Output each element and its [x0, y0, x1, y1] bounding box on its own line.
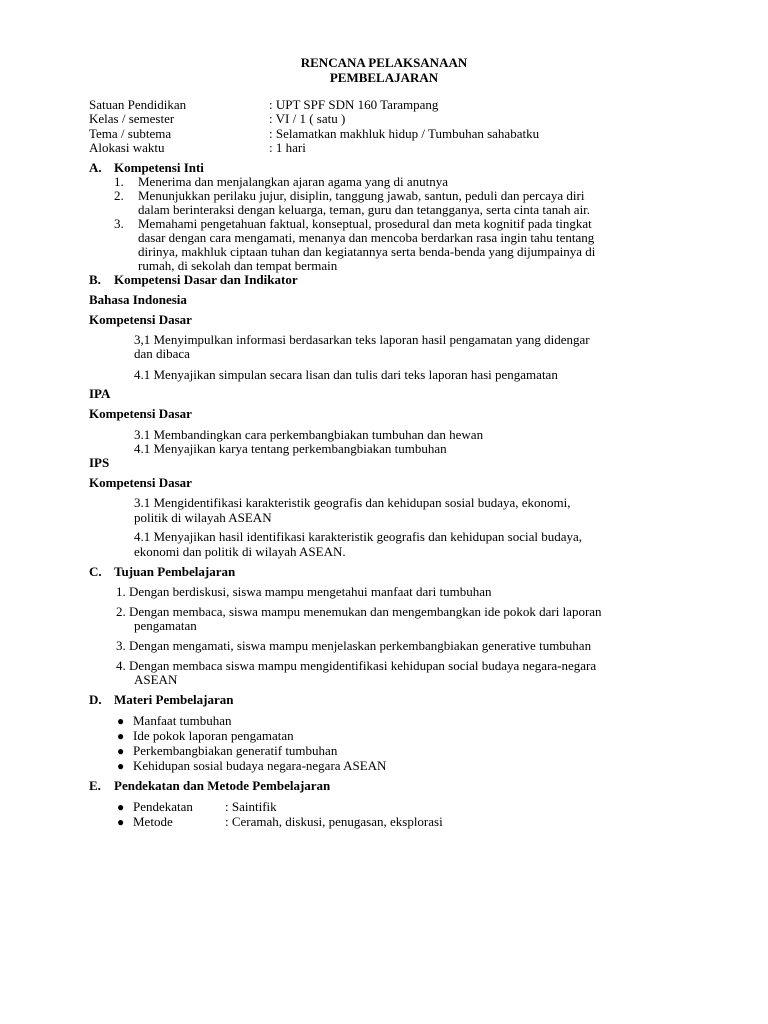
item-text-continued: dalam berinteraksi dengan keluarga, teman, guru dan tetangganya, serta cinta tanah air.	[138, 202, 591, 217]
identity-value: : 1 hari	[269, 139, 306, 155]
bullet-icon: ●	[117, 744, 125, 758]
identity-value: : VI / 1 ( satu )	[269, 111, 346, 127]
section-title: Kompetensi Inti	[114, 160, 204, 175]
kd-item: 3,1 Menyimpulkan informasi berdasarkan teks laporan hasil pengamatan yang didengar	[134, 332, 590, 347]
item-number: 1.	[114, 174, 124, 189]
identity-label: Kelas / semester	[89, 111, 175, 127]
identity-table	[89, 98, 539, 155]
identity-row	[89, 127, 539, 141]
section-title: Materi Pembelajaran	[114, 692, 234, 707]
item-text-continued: dasar dengan cara mengamati, menanya dan mencoba berdarkan rasa ingin tahu tentang	[138, 230, 595, 245]
bullet-icon: ●	[117, 815, 125, 829]
materi-item	[117, 729, 294, 744]
objective-item: 2. Dengan membaca, siswa mampu menemukan dan mengembangkan ide pokok dari laporan	[116, 604, 602, 619]
identity-row	[89, 112, 539, 126]
item-text: Menerima dan menjalangkan ajaran agama yang di anutnya	[138, 174, 449, 189]
kd-item: 4.1 Menyajikan karya tentang perkembangbiakan tumbuhan	[134, 441, 447, 456]
item-text: Perkembangbiakan generatif tumbuhan	[133, 743, 338, 758]
bullet-icon: ●	[117, 729, 125, 743]
identity-value: : Selamatkan makhluk hidup / Tumbuhan sahabatku	[269, 125, 540, 141]
kd-item-continued: politik di wilayah ASEAN	[134, 510, 272, 525]
section-letter: D.	[89, 692, 102, 707]
method-key: Metode	[133, 814, 173, 829]
doc-title-line2: PEMBELAJARAN	[329, 70, 439, 85]
kd-item: 4.1 Menyajikan simpulan secara lisan dan tulis dari teks laporan hasi pengamatan	[134, 367, 558, 382]
section-c-heading	[89, 565, 235, 580]
item-text-continued: rumah, di sekolah dan tempat bermain	[138, 258, 338, 273]
section-b-heading	[89, 273, 298, 288]
identity-row	[89, 98, 539, 112]
identity-value: : UPT SPF SDN 160 Tarampang	[269, 97, 439, 112]
identity-label: Tema / subtema	[89, 125, 172, 141]
bullet-icon: ●	[117, 800, 125, 814]
objective-item-continued: ASEAN	[134, 672, 178, 687]
section-letter: B.	[89, 272, 101, 287]
method-value: : Ceramah, diskusi, penugasan, eksplorasi	[225, 814, 443, 829]
item-text: Menunjukkan perilaku jujur, disiplin, tanggung jawab, santun, peduli dan percaya diri	[138, 188, 585, 203]
method-key: Pendekatan	[133, 799, 193, 814]
item-number: 3.	[114, 216, 124, 231]
section-letter: E.	[89, 778, 101, 793]
item-text: Kehidupan sosial budaya negara-negara ASEAN	[133, 758, 387, 773]
objective-item: 4. Dengan membaca siswa mampu mengidentifikasi kehidupan social budaya negara-negara	[116, 658, 597, 673]
objective-item: 1. Dengan berdiskusi, siswa mampu mengetahui manfaat dari tumbuhan	[116, 584, 492, 599]
item-number: 2.	[114, 188, 124, 203]
identity-row	[89, 141, 539, 155]
method-item	[117, 800, 277, 815]
kd-item: 3.1 Membandingkan cara perkembangbiakan tumbuhan dan hewan	[134, 427, 484, 442]
section-title: Pendekatan dan Metode Pembelajaran	[114, 778, 331, 793]
section-d-heading	[89, 693, 233, 708]
kd-heading: Kompetensi Dasar	[89, 406, 192, 421]
item-text: Memahami pengetahuan faktual, konseptual, prosedural dan meta kognitif pada tingkat	[138, 216, 592, 231]
materi-item	[117, 759, 386, 774]
kd-item-continued: ekonomi dan politik di wilayah ASEAN.	[134, 544, 346, 559]
kd-item-continued: dan dibaca	[134, 346, 190, 361]
objective-item: 3. Dengan mengamati, siswa mampu menjelaskan perkembangbiakan generative tumbuhan	[116, 638, 592, 653]
identity-label: Satuan Pendidikan	[89, 97, 187, 112]
objective-item-continued: pengamatan	[134, 618, 197, 633]
materi-item	[117, 744, 337, 759]
kd-heading: Kompetensi Dasar	[89, 312, 192, 327]
materi-item	[117, 714, 232, 729]
item-text-continued: dirinya, makhluk ciptaan tuhan dan kegiatannya serta benda-benda yang dijumpainya di	[138, 244, 596, 259]
method-value: : Saintifik	[225, 799, 277, 814]
item-text: Ide pokok laporan pengamatan	[133, 728, 294, 743]
section-letter: C.	[89, 564, 102, 579]
doc-title-line1: RENCANA PELAKSANAAN	[300, 55, 468, 70]
method-item	[117, 815, 443, 830]
bullet-icon: ●	[117, 759, 125, 773]
identity-label: Alokasi waktu	[89, 139, 165, 155]
subject-heading: IPS	[89, 455, 110, 470]
kd-item: 4.1 Menyajikan hasil identifikasi karakteristik geografis dan kehidupan social budaya,	[134, 529, 583, 544]
section-e-heading	[89, 779, 330, 794]
section-letter: A.	[89, 160, 102, 175]
bullet-icon: ●	[117, 714, 125, 728]
section-title: Kompetensi Dasar dan Indikator	[114, 272, 298, 287]
section-title: Tujuan Pembelajaran	[114, 564, 236, 579]
kd-heading: Kompetensi Dasar	[89, 475, 192, 490]
subject-heading: Bahasa Indonesia	[89, 292, 187, 307]
kd-item: 3.1 Mengidentifikasi karakteristik geografis dan kehidupan sosial budaya, ekonomi,	[134, 495, 571, 510]
item-text: Manfaat tumbuhan	[133, 713, 232, 728]
subject-heading: IPA	[89, 386, 111, 401]
